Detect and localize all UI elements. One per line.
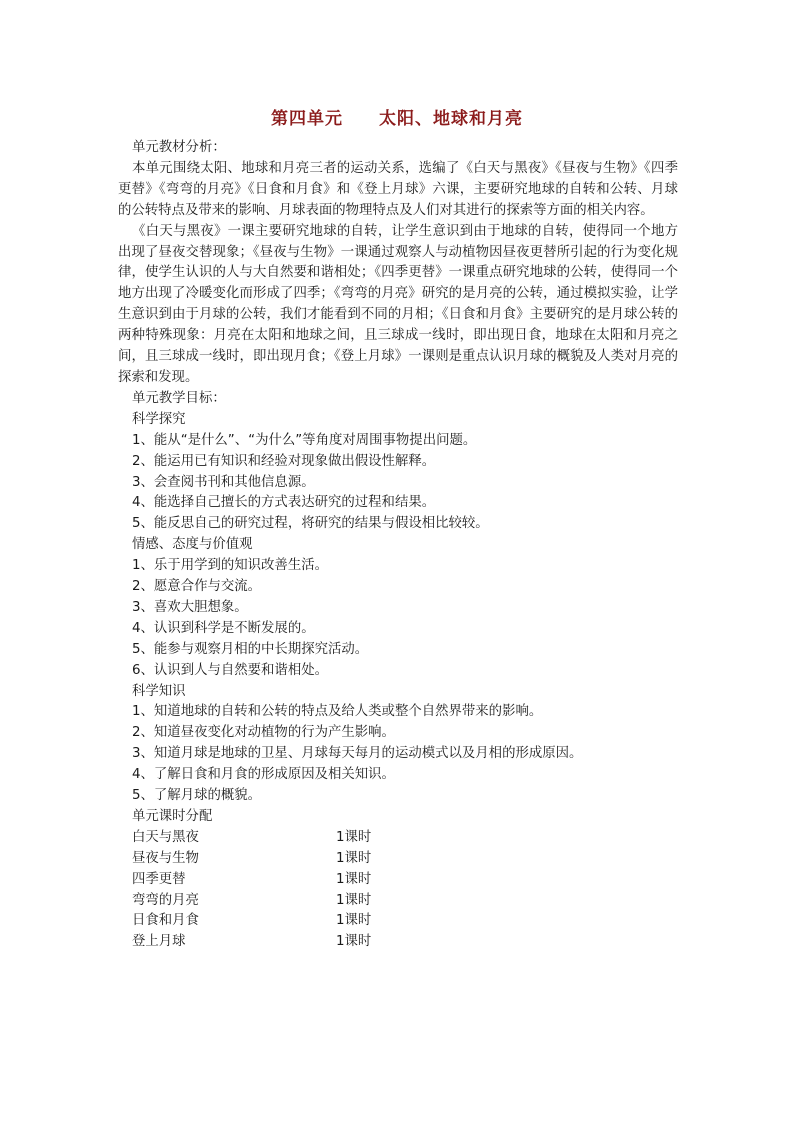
schedule-hours: 1课时 bbox=[336, 829, 372, 845]
goal-item: 5、能反思自己的研究过程，将研究的结果与假设相比较较。 bbox=[132, 516, 489, 532]
goal-item: 3、喜欢大胆想象。 bbox=[132, 599, 248, 615]
schedule-row bbox=[118, 891, 678, 912]
schedule-hours: 1课时 bbox=[336, 892, 372, 908]
goal-item: 4、认识到科学是不断发展的。 bbox=[132, 620, 315, 636]
schedule-lesson: 白天与黑夜 bbox=[132, 829, 199, 845]
goal-item: 4、能选择自己擅长的方式表达研究的过程和结果。 bbox=[132, 495, 436, 511]
goal-item: 5、能参与观察月相的中长期探究活动。 bbox=[132, 641, 369, 657]
schedule-hours: 1课时 bbox=[336, 934, 372, 950]
schedule-lesson: 登上月球 bbox=[132, 934, 186, 950]
goals-heading: 单元教学目标： bbox=[132, 390, 226, 406]
goal-item: 3、会查阅书刊和其他信息源。 bbox=[132, 474, 315, 490]
schedule-lesson: 四季更替 bbox=[132, 871, 186, 887]
document-body bbox=[118, 138, 678, 953]
schedule-lesson: 昼夜与生物 bbox=[132, 850, 199, 866]
goal-group-heading: 情感、态度与价值观 bbox=[132, 537, 253, 553]
goal-item: 5、了解月球的概貌。 bbox=[132, 788, 262, 804]
schedule-hours: 1课时 bbox=[336, 871, 372, 887]
goal-group-heading: 科学知识 bbox=[132, 683, 186, 699]
goal-item: 2、知道昼夜变化对动植物的行为产生影响。 bbox=[132, 725, 395, 741]
goal-item: 2、愿意合作与交流。 bbox=[132, 579, 262, 595]
schedule-row bbox=[118, 870, 678, 891]
schedule-row bbox=[118, 911, 678, 932]
goal-item: 2、能运用已有知识和经验对现象做出假设性解释。 bbox=[132, 453, 436, 469]
analysis-paragraph: 《白天与黑夜》一课主要研究地球的自转，让学生意识到由于地球的自转，使得同一个地方出现了昼夜交替现象；《昼夜与生物》一课通过观察人与动植物因昼夜更替所引起的行为变化规律，使学生认识的人与大自然要和谐相处；《四季更替》一课重点研究地球的公转，使得同一个地方出现了冷暖变化而形成了四季；《弯弯的月亮》研究的是月亮的公转，通过模拟实验，让学生意识到由于月球的公转，我们才能看到不同的月相；《日食和月食》主要研究的是月球公转的两种特殊现象：月亮在太阳和地球之间，且三球成一线时，即出现日食，地球在太阳和月亮之间，且三球成一线时，即出现月食；《登上月球》一课则是重点认识月球的概貌及人类对月亮的探索和发现。 bbox=[118, 223, 678, 385]
schedule-row bbox=[118, 828, 678, 849]
schedule-hours: 1课时 bbox=[336, 913, 372, 929]
schedule-lesson: 日食和月食 bbox=[132, 913, 199, 929]
goal-item: 4、了解日食和月食的形成原因及相关知识。 bbox=[132, 767, 395, 783]
goal-item: 6、认识到人与自然要和谐相处。 bbox=[132, 662, 328, 678]
goal-item: 3、知道月球是地球的卫星、月球每天每月的运动模式以及月相的形成原因。 bbox=[132, 746, 583, 762]
page-title: 第四单元 太阳、地球和月亮 bbox=[271, 109, 523, 129]
schedule-hours: 1课时 bbox=[336, 850, 372, 866]
schedule-row bbox=[118, 932, 678, 953]
goal-item: 1、乐于用学到的知识改善生活。 bbox=[132, 558, 328, 574]
goal-item: 1、知道地球的自转和公转的特点及给人类或整个自然界带来的影响。 bbox=[132, 704, 543, 720]
schedule-lesson: 弯弯的月亮 bbox=[132, 892, 199, 908]
goal-group-heading: 科学探究 bbox=[132, 411, 186, 427]
schedule-heading: 单元课时分配 bbox=[132, 809, 213, 824]
analysis-paragraph: 本单元围绕太阳、地球和月亮三者的运动关系，选编了《白天与黑夜》《昼夜与生物》《四季更替》《弯弯的月亮》《日食和月食》和《登上月球》六课，主要研究地球的自转和公转、月球的公转特点及带来的影响、月球表面的物理特点及人们对其进行的探索等方面的相关内容。 bbox=[118, 160, 678, 218]
schedule-row bbox=[118, 849, 678, 870]
goal-item: 1、能从“是什么”、“为什么”等角度对周围事物提出问题。 bbox=[132, 432, 477, 448]
analysis-heading: 单元教材分析： bbox=[132, 140, 226, 155]
